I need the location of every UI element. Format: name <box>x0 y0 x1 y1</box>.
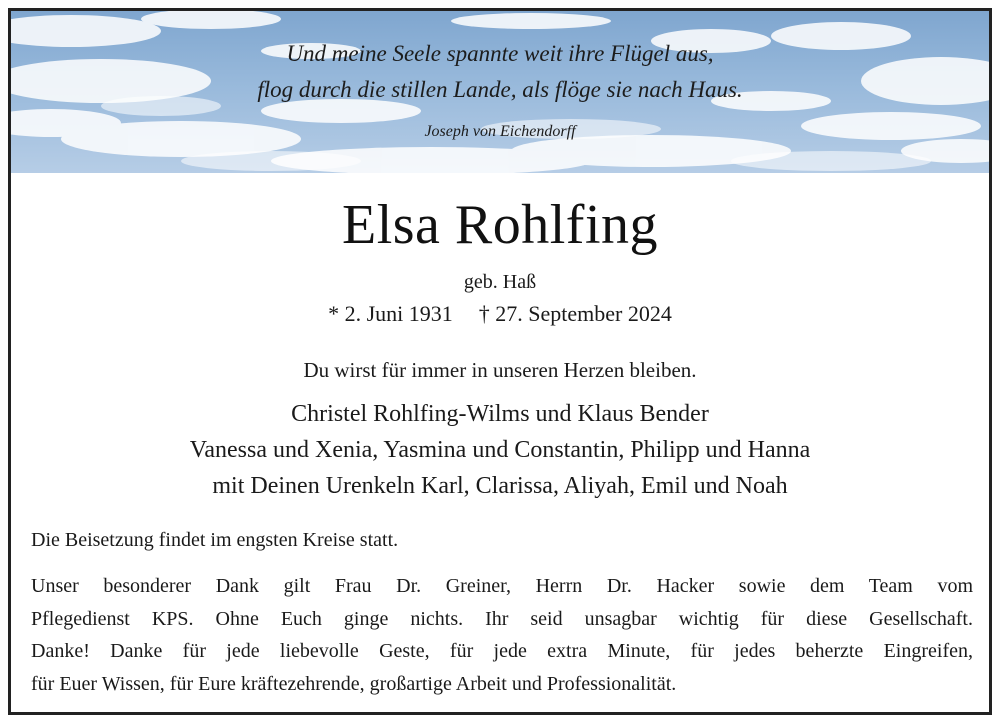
birth-name: geb. Haß <box>463 271 537 293</box>
quote-line-2: flog durch die stillen Lande, als flöge sie nach Haus. <box>257 77 743 102</box>
thanks-line-3: Danke! Danke für jede liebevolle Geste, für jede extra Minute, für jedes beherzte Eingreifen, <box>31 640 973 662</box>
thanks-line-2: Pflegedienst KPS. Ohne Euch ginge nichts. Ihr seid unsagbar wichtig für diese Gesellschaft. <box>31 607 973 630</box>
quote-line-1: Und meine Seele spannte weit ihre Flügel aus, <box>286 41 714 66</box>
thanks-paragraph <box>31 570 973 700</box>
sky-header-image <box>11 11 989 173</box>
death-date: † 27. September 2024 <box>478 301 672 326</box>
deceased-name: Elsa Rohlfing <box>341 194 659 256</box>
birth-date: * 2. Juni 1931 <box>328 301 453 326</box>
quote-author: Joseph von Eichendorff <box>424 123 576 140</box>
thanks-line-1: Unser besonderer Dank gilt Frau Dr. Greiner, Herrn Dr. Hacker sowie dem Team vom <box>31 575 973 597</box>
family-line-3: mit Deinen Urenkeln Karl, Clarissa, Aliyah, Emil und Noah <box>212 473 788 499</box>
funeral-note: Die Beisetzung findet im engsten Kreise statt. <box>31 529 399 551</box>
life-dates <box>11 301 989 327</box>
family-line-2: Vanessa und Xenia, Yasmina und Constantin, Philipp und Hanna <box>189 437 811 463</box>
family-line-1: Christel Rohlfing-Wilms und Klaus Bender <box>291 401 709 427</box>
obituary-frame <box>8 8 992 715</box>
memorial-motto: Du wirst für immer in unseren Herzen bleiben. <box>303 358 697 382</box>
thanks-line-4: für Euer Wissen, für Eure kräftezehrende, großartige Arbeit und Professionalität. <box>31 672 677 695</box>
